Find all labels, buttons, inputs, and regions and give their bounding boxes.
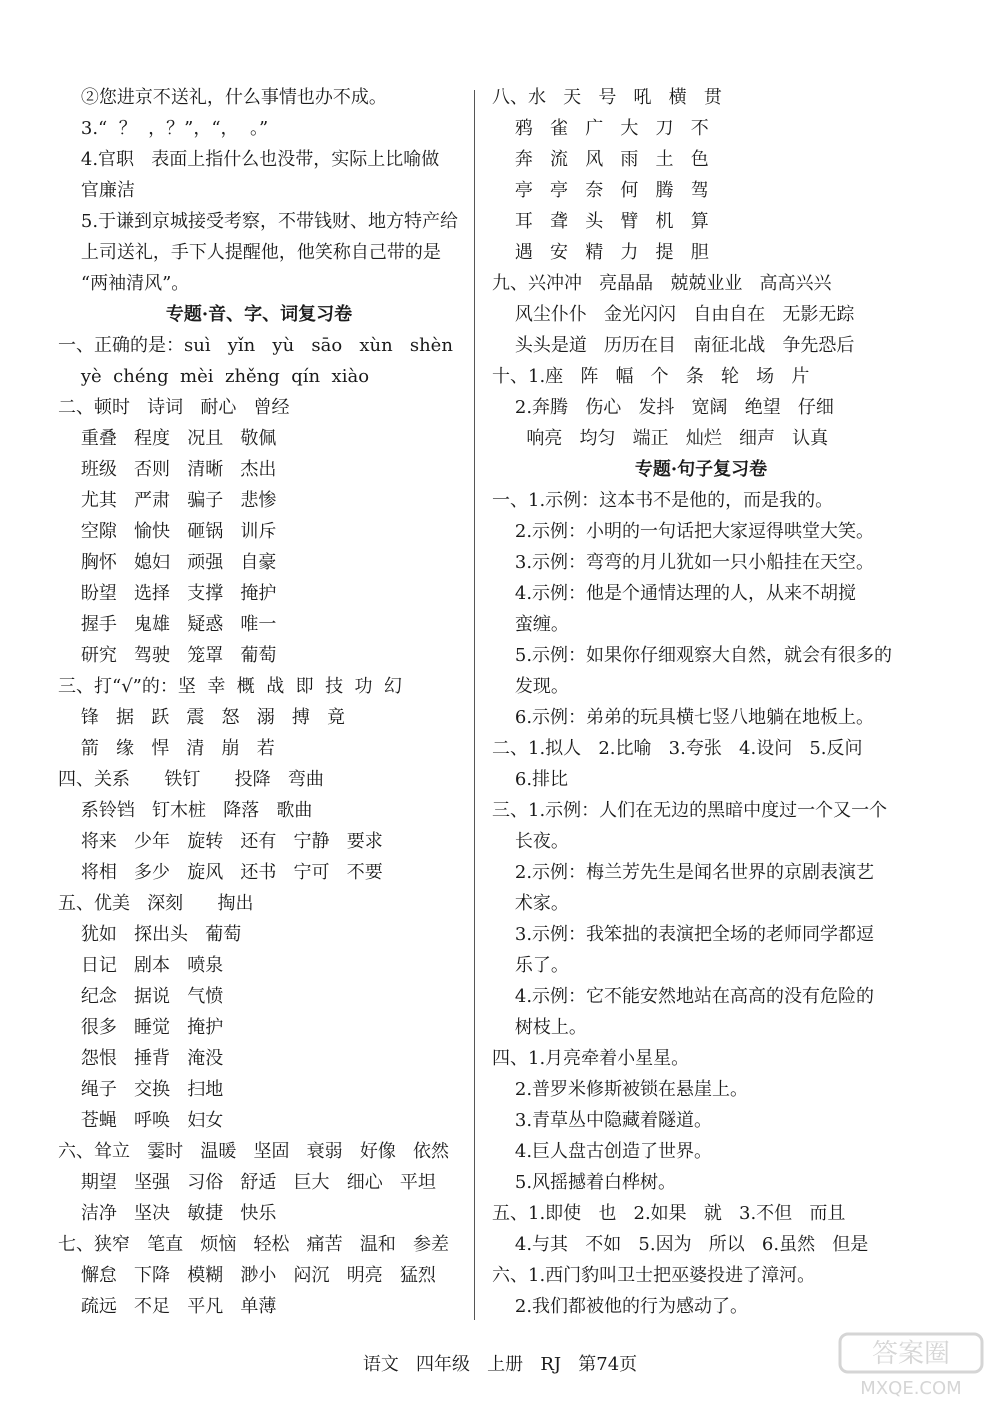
watermark-logo-icon (836, 1330, 986, 1400)
answer-line: 6.示例：弟弟的玩具横七竖八地躺在地板上。 (492, 707, 875, 728)
answer-line: 犹如 探出头 葡萄 (58, 924, 242, 945)
answer-line: 4.示例：它不能安然地站在高高的没有危险的 (492, 986, 875, 1007)
answer-line: 握手 鬼雄 疑惑 唯一 (58, 614, 277, 635)
watermark-logo (836, 1330, 986, 1400)
answer-line: 2.示例：小明的一句话把大家逗得哄堂大笑。 (492, 521, 875, 542)
answer-line: 2.示例：梅兰芳先生是闻名世界的京剧表演艺 (492, 862, 875, 883)
answer-line: 3.示例：弯弯的月儿犹如一只小船挂在天空。 (492, 552, 875, 573)
answer-line: 六、1.西门豹叫卫士把巫婆投进了漳河。 (492, 1265, 816, 1286)
answer-line: 九、兴冲冲 亮晶晶 兢兢业业 高高兴兴 (492, 273, 832, 294)
answer-line: 鸦 雀 广 大 刀 不 (492, 118, 709, 139)
answer-line: 十、1.座 阵 幅 个 条 轮 场 片 (492, 366, 810, 387)
svg-text:答案圈: 答案圈 (871, 1339, 951, 1369)
answer-line: 怨恨 捶背 淹没 (58, 1048, 224, 1069)
answer-line: 七、狭窄 笔直 烦恼 轻松 痛苦 温和 参差 (58, 1234, 449, 1255)
answer-line: 锋 据 跃 震 怒 溺 搏 竟 (58, 707, 346, 728)
answer-line: 发现。 (492, 676, 569, 697)
answer-line: 耳 聋 头 臂 机 算 (492, 211, 709, 232)
answer-line: 箭 缘 悍 清 崩 若 (58, 738, 275, 759)
answer-line: 一、正确的是：suì yǐn yù sāo xùn shèn (58, 335, 453, 356)
answer-line: 4.示例：他是个通情达理的人，从来不胡搅 (492, 583, 857, 604)
answer-line: 一、1.示例：这本书不是他的，而是我的。 (492, 490, 834, 511)
answer-line: 四、1.月亮牵着小星星。 (492, 1048, 690, 1069)
answer-line: 三、1.示例：人们在无边的黑暗中度过一个又一个 (492, 800, 888, 821)
answer-line: 苍蝇 呼唤 妇女 (58, 1110, 224, 1131)
answer-line: 5.风摇撼着白桦树。 (492, 1172, 677, 1193)
answer-line: 6.排比 (492, 769, 569, 790)
answer-line: 系铃铛 钉木桩 降落 歌曲 (58, 800, 313, 821)
answer-line: 研究 驾驶 笼罩 葡萄 (58, 645, 277, 666)
answer-line: 二、顿时 诗词 耐心 曾经 (58, 397, 290, 418)
answer-line: 八、水 天 号 吼 横 贯 (492, 87, 722, 108)
answer-line: 4.官职 表面上指什么也没带，实际上比喻做 (58, 149, 440, 170)
answer-line: 5.示例：如果你仔细观察大自然，就会有很多的 (492, 645, 893, 666)
answer-line: 三、打“√”的：坚 幸 概 战 即 技 功 幻 (58, 676, 402, 697)
answer-line: 风尘仆仆 金光闪闪 自由自在 无影无踪 (492, 304, 855, 325)
answer-line: 五、1.即使 也 2.如果 就 3.不但 而且 (492, 1203, 846, 1224)
answer-line: 遇 安 精 力 提 胆 (492, 242, 709, 263)
answer-line: 术家。 (492, 893, 569, 914)
answer-line: 班级 否则 清晰 杰出 (58, 459, 277, 480)
svg-text:MXQE.COM: MXQE.COM (860, 1378, 962, 1399)
right-column (492, 82, 910, 1322)
answer-line: 长夜。 (492, 831, 569, 852)
answer-line: 很多 睡觉 掩护 (58, 1017, 224, 1038)
page-footer: 语文 四年级 上册 RJ 第74页 (362, 1354, 638, 1375)
answer-line: 六、耸立 霎时 温暖 坚固 衰弱 好像 依然 (58, 1141, 449, 1162)
answer-line: 盼望 选择 支撑 掩护 (58, 583, 277, 604)
answer-line: 重叠 程度 况且 敬佩 (58, 428, 277, 449)
answer-line: 绳子 交换 扫地 (58, 1079, 224, 1100)
answer-line: 尤其 严肃 骗子 悲惨 (58, 490, 277, 511)
answer-line: 四、关系 铁钉 投降 弯曲 (58, 769, 324, 790)
answer-line: 2.我们都被他的行为感动了。 (492, 1296, 749, 1317)
answer-line: 上司送礼，手下人提醒他，他笑称自己带的是 (58, 242, 441, 263)
answer-line: 响亮 均匀 端正 灿烂 细声 认真 (492, 428, 829, 449)
section-heading: 专题·音、字、词复习卷 (165, 304, 353, 325)
answer-line: 懈怠 下降 模糊 渺小 闷沉 明亮 猛烈 (58, 1265, 436, 1286)
answer-line: 将相 多少 旋风 还书 宁可 不要 (58, 862, 383, 883)
answer-line: “两袖清风”。 (58, 273, 190, 294)
answer-line: ②您进京不送礼，什么事情也办不成。 (58, 87, 387, 108)
answer-line: 3.“ ？ ，？”，“， 。” (58, 118, 269, 139)
answer-line: 树枝上。 (492, 1017, 587, 1038)
answer-line: 纪念 据说 气愤 (58, 986, 224, 1007)
answer-line: 乐了。 (492, 955, 569, 976)
answer-line: 胸怀 媳妇 顽强 自豪 (58, 552, 277, 573)
answer-line: 日记 剧本 喷泉 (58, 955, 224, 976)
answer-line: 5.于谦到京城接受考察，不带钱财、地方特产给 (58, 211, 459, 232)
section-heading: 专题·句子复习卷 (634, 459, 768, 480)
answer-line: 3.示例：我笨拙的表演把全场的老师同学都逗 (492, 924, 875, 945)
answer-line: 期望 坚强 习俗 舒适 巨大 细心 平坦 (58, 1172, 436, 1193)
answer-line: 空隙 愉快 砸锅 训斥 (58, 521, 277, 542)
answer-line: 4.巨人盘古创造了世界。 (492, 1141, 713, 1162)
answer-line: 2.普罗米修斯被锁在悬崖上。 (492, 1079, 749, 1100)
answer-line: 奔 流 风 雨 土 色 (492, 149, 709, 170)
answer-line: 3.青草丛中隐藏着隧道。 (492, 1110, 713, 1131)
answer-line: yè chéng mèi zhěng qín xiào (58, 366, 370, 387)
answer-line: 官廉洁 (58, 180, 135, 201)
answer-line: 五、优美 深刻 掏出 (58, 893, 254, 914)
answer-line: 将来 少年 旋转 还有 宁静 要求 (58, 831, 383, 852)
answer-line: 头头是道 历历在目 南征北战 争先恐后 (492, 335, 855, 356)
answer-line: 蛮缠。 (492, 614, 569, 635)
answer-line: 洁净 坚决 敏捷 快乐 (58, 1203, 277, 1224)
answer-line: 疏远 不足 平凡 单薄 (58, 1296, 277, 1317)
column-divider (474, 90, 475, 1320)
answer-line: 4.与其 不如 5.因为 所以 6.虽然 但是 (492, 1234, 869, 1255)
answer-line: 二、1.拟人 2.比喻 3.夸张 4.设问 5.反问 (492, 738, 863, 759)
left-column (58, 82, 460, 1322)
answer-line: 亭 亭 奈 何 腾 驾 (492, 180, 709, 201)
answer-line: 2.奔腾 伤心 发抖 宽阔 绝望 仔细 (492, 397, 834, 418)
